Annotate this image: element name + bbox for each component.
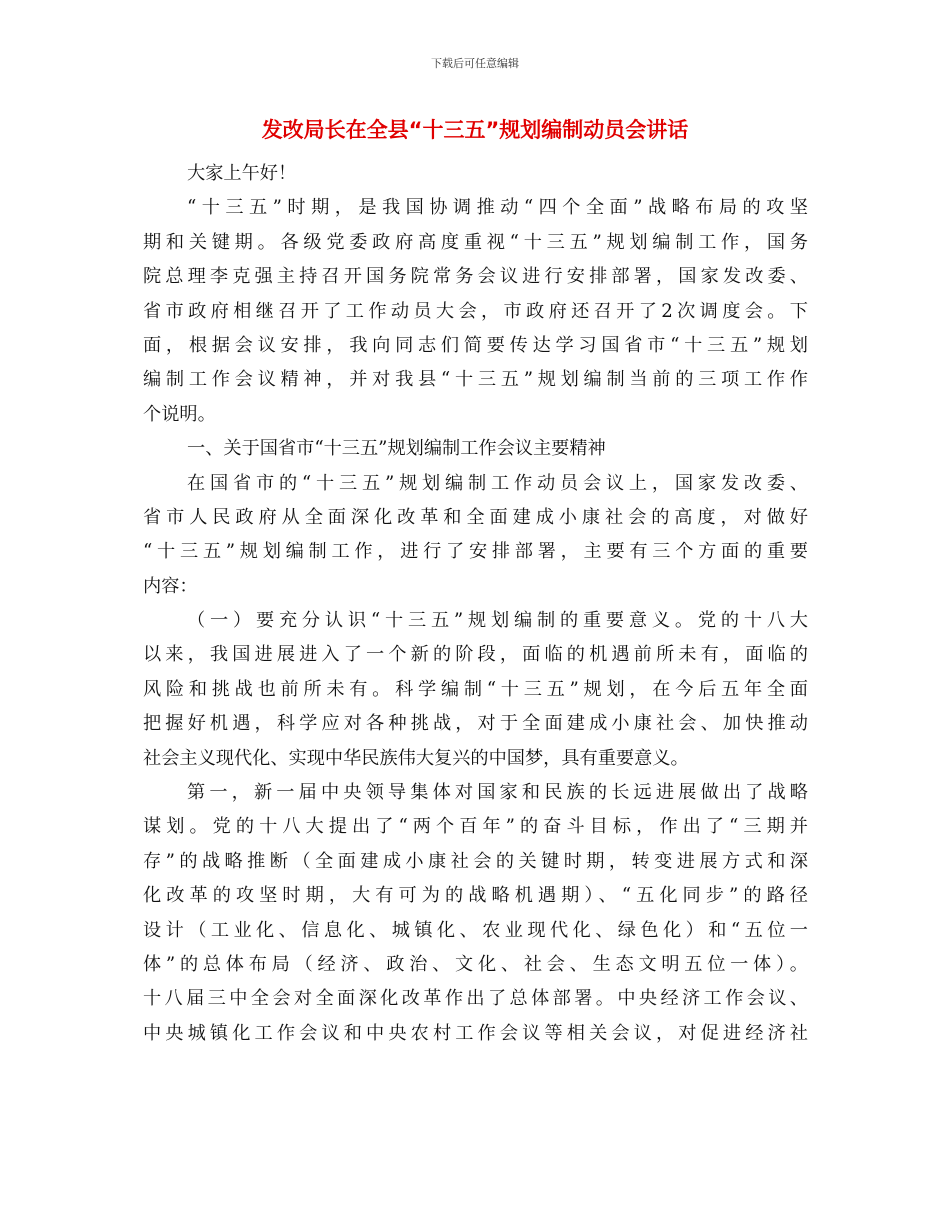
body-line: 编制工作会议精神，并对我县“十三五”规划编制当前的三项工作作 xyxy=(143,369,808,391)
body-line: 十八届三中全会对全面深化改革作出了总体部署。中央经济工作会议、 xyxy=(143,988,808,1010)
body-line: 社会主义现代化、实现中华民族伟大复兴的中国梦，具有重要意义。 xyxy=(143,747,689,769)
body-line: 风险和挑战也前所未有。科学编制“十三五”规划，在今后五年全面 xyxy=(143,678,808,700)
header-note: 下载后可任意编辑 xyxy=(431,57,519,70)
body-line: 体”的总体布局（经济、政治、文化、社会、生态文明五位一体）。 xyxy=(143,953,808,975)
body-line: 期和关键期。各级党委政府高度重视“十三五”规划编制工作，国务 xyxy=(143,231,808,253)
body-line: 大家上午好！ xyxy=(187,163,297,184)
body-line: 谋划。党的十八大提出了“两个百年”的奋斗目标，作出了“三期并 xyxy=(143,816,808,838)
body-line: 中央城镇化工作会议和中央农村工作会议等相关会议，对促进经济社 xyxy=(143,1022,808,1044)
document-body xyxy=(143,157,808,1051)
section-heading: 一、关于国省市“十三五”规划编制工作会议主要精神 xyxy=(187,438,606,460)
body-line: 内容： xyxy=(143,575,198,597)
subsection-heading: （一）要充分认识“十三五”规划编制的重要意义。党的十八大 xyxy=(187,610,808,632)
body-line: 在国省市的“十三五”规划编制工作动员会议上，国家发改委、 xyxy=(187,472,808,494)
body-line: 存”的战略推断（全面建成小康社会的关键时期，转变进展方式和深 xyxy=(143,850,808,872)
body-line: 第一，新一届中央领导集体对国家和民族的长远进展做出了战略 xyxy=(187,782,808,804)
body-line: 省市政府相继召开了工作动员大会，市政府还召开了2次调度会。下 xyxy=(143,300,808,322)
body-line: “十三五”时期，是我国协调推动“四个全面”战略布局的攻坚 xyxy=(187,197,808,219)
document-title: 发改局长在全县“十三五”规划编制动员会讲话 xyxy=(261,118,689,142)
body-line: 面，根据会议安排，我向同志们简要传达学习国省市“十三五”规划 xyxy=(143,334,808,356)
body-line: 个说明。 xyxy=(143,403,216,425)
body-line: 设计（工业化、信息化、城镇化、农业现代化、绿色化）和“五位一 xyxy=(143,919,808,941)
body-line: 省市人民政府从全面深化改革和全面建成小康社会的高度，对做好 xyxy=(143,506,808,528)
body-line: 以来，我国进展进入了一个新的阶段，面临的机遇前所未有，面临的 xyxy=(143,644,808,666)
body-line: 把握好机遇，科学应对各种挑战，对于全面建成小康社会、加快推动 xyxy=(143,713,808,735)
body-line: 院总理李克强主持召开国务院常务会议进行安排部署，国家发改委、 xyxy=(143,266,808,288)
body-line: “十三五”规划编制工作，进行了安排部署，主要有三个方面的重要 xyxy=(143,541,808,563)
body-line: 化改革的攻坚时期，大有可为的战略机遇期）、“五化同步”的路径 xyxy=(143,885,808,907)
